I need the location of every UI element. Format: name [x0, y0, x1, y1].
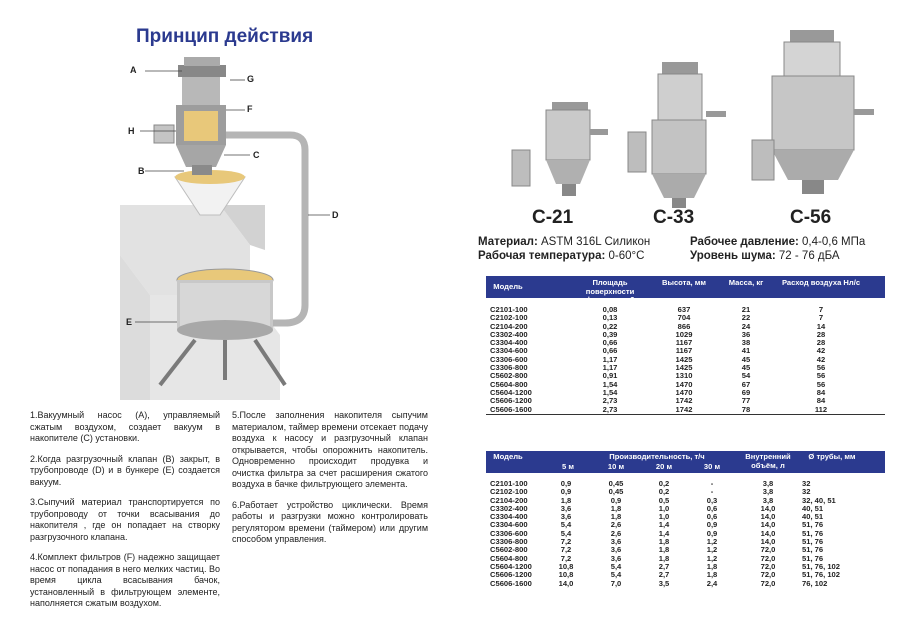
table-cell: 38	[741, 338, 751, 348]
table-cell: 45	[741, 354, 751, 364]
table-cell: 10,8	[558, 561, 574, 571]
table-cell: 0,3	[706, 495, 718, 505]
specs-table	[486, 276, 885, 415]
table-cell: 7	[818, 313, 824, 323]
table-cell: 2,73	[602, 404, 618, 414]
table-cell: 14	[816, 321, 826, 331]
table-cell: 2,4	[706, 578, 718, 588]
step-6: 6.Работает устройство циклически. Время работы и разгрузки можно контролировать регулятором времени (таймером) или другим способом управления.	[232, 499, 428, 544]
table-cell: 0,08	[602, 305, 618, 314]
table-cell: C3304-400	[490, 338, 528, 348]
table-row	[486, 480, 885, 488]
table-cell: C5606-1600	[490, 578, 532, 588]
table-cell: 2,73	[602, 396, 618, 406]
spec-material: Материал: ASTM 316L Силикон	[478, 236, 651, 248]
table-cell: 3,6	[560, 503, 572, 513]
table-cell: -	[710, 479, 714, 488]
table-cell: 76, 102	[802, 578, 828, 588]
table-cell: 2,7	[658, 570, 670, 580]
table-cell: 1,8	[658, 545, 670, 555]
table-cell: C2101-100	[490, 305, 528, 314]
table-cell: C5604-1200	[490, 387, 532, 397]
table-cell: 84	[816, 396, 826, 406]
product-c21: C-21	[532, 207, 574, 228]
table-cell: C2104-200	[490, 495, 528, 505]
label-a: A	[130, 65, 137, 75]
table-row	[486, 580, 885, 588]
label-c: C	[253, 150, 260, 160]
table-cell: 1,17	[602, 354, 618, 364]
performance-table	[486, 451, 885, 588]
table-row	[486, 546, 885, 554]
table-cell: 1470	[675, 387, 693, 397]
step-3: 3.Сыпучий материал транспортируется по трубопроводу от точки всасывания до накопителя , где он попадает на створку разгрузочного клапана.	[30, 497, 220, 542]
table-cell: 40, 51	[802, 503, 824, 513]
table-cell: 1742	[675, 396, 693, 406]
performance-table-body	[486, 480, 885, 588]
table-cell: 704	[677, 313, 691, 323]
table-cell: 51, 76, 102	[802, 570, 841, 580]
table-cell: 2,6	[610, 528, 622, 538]
table-cell: 1,8	[610, 503, 622, 513]
table-row	[486, 497, 885, 505]
table-cell: 7,2	[560, 537, 572, 547]
table-cell: 1029	[675, 329, 693, 339]
table-cell: C2102-100	[490, 313, 528, 323]
table-cell: 24	[741, 321, 751, 331]
product-c33: C-33	[653, 207, 695, 228]
table-cell: 14,0	[760, 528, 776, 538]
table-cell: 0,66	[602, 346, 618, 356]
table-cell: 866	[677, 321, 691, 331]
table-cell: 1,4	[658, 528, 670, 538]
table-cell: 56	[816, 363, 826, 373]
conveyor-illustration	[120, 55, 380, 400]
label-f: F	[247, 104, 253, 114]
table-cell: C3306-600	[490, 528, 528, 538]
product-photos	[490, 22, 890, 234]
label-e: E	[126, 317, 133, 327]
table-cell: 72,0	[760, 545, 776, 555]
table-row	[486, 406, 885, 414]
table-cell: 1,4	[658, 520, 670, 530]
table-cell: 7,0	[610, 578, 622, 588]
table-cell: 3,6	[560, 512, 572, 522]
table-cell: 0,13	[602, 313, 618, 323]
product-images	[490, 22, 890, 234]
table-cell: 0,9	[706, 528, 718, 538]
spec-temperature: Рабочая температура: 0-60°С	[478, 250, 645, 262]
table-cell: 0,6	[706, 512, 718, 522]
table-cell: 0,2	[658, 487, 670, 497]
table-cell: 2,6	[610, 520, 622, 530]
table-cell: 14,0	[760, 512, 776, 522]
table-cell: C3306-800	[490, 363, 528, 373]
table-cell: 1,0	[658, 503, 670, 513]
table-cell: 3,8	[762, 495, 774, 505]
label-g: G	[247, 74, 255, 84]
table-row	[486, 538, 885, 546]
table-cell: 3,6	[610, 545, 622, 555]
table-cell: 1,8	[706, 561, 718, 571]
spec-noise: Уровень шума: 72 - 76 дБА	[690, 250, 840, 262]
table-cell: 78	[741, 404, 751, 414]
table-cell: 1,8	[610, 512, 622, 522]
table-cell: 0,45	[608, 479, 624, 488]
table-cell: 0,91	[602, 371, 618, 381]
table-cell: 1425	[675, 354, 693, 364]
table-cell: C5604-1200	[490, 561, 532, 571]
table-cell: C3302-400	[490, 503, 528, 513]
table-cell: 1167	[675, 338, 693, 348]
table-cell: 1,17	[602, 363, 618, 373]
table-cell: 7,2	[560, 545, 572, 555]
table-cell: 1742	[675, 404, 693, 414]
table-cell: 0,39	[602, 329, 618, 339]
table-cell: 14,0	[760, 503, 776, 513]
table-cell: 3,5	[658, 578, 670, 588]
table-cell: 0,22	[602, 321, 618, 331]
table-cell: 67	[741, 379, 751, 389]
table-cell: 51, 76	[802, 537, 824, 547]
table-cell: C5606-1200	[490, 570, 532, 580]
table-cell: 21	[741, 305, 751, 314]
spec-pressure: Рабочее давление: 0,4-0,6 МПа	[690, 236, 866, 248]
table-cell: 1310	[675, 371, 693, 381]
table-cell: 1,2	[706, 553, 718, 563]
table-cell: 3,6	[610, 537, 622, 547]
table-cell: C3304-600	[490, 346, 528, 356]
steps-right	[232, 410, 428, 555]
table-cell: C3306-800	[490, 537, 528, 547]
table-cell: 1,8	[560, 495, 572, 505]
step-4: 4.Комплект фильтров (F) надежно защищает насос от попадания в него мелких частиц. Во время цикла всасывания бачок, установленный в фильтрующем элементе, наполняется сжатым воздухом.	[30, 552, 220, 608]
table-cell: 51, 76	[802, 553, 824, 563]
table-cell: 1,54	[602, 387, 618, 397]
table-cell: 36	[741, 329, 751, 339]
table-cell: 1,2	[706, 545, 718, 555]
table-cell: 54	[741, 371, 751, 381]
table-cell: 1,54	[602, 379, 618, 389]
table-cell: 72,0	[760, 553, 776, 563]
table-cell: 14,0	[558, 578, 574, 588]
table-cell: 0,6	[706, 503, 718, 513]
table-cell: 72,0	[760, 578, 776, 588]
table-cell: 32	[802, 487, 811, 497]
table-row	[486, 521, 885, 529]
step-5: 5.После заполнения накопителя сыпучим материалом, таймер времени отсекает подачу воздуха к насосу и разгрузочный клапан открывается, чтобы опорожнить накопитель. Одновременно происходит продувка и очистка фильтра за счет расширения сжатого воздуха в бачке фильтрующего элемента.	[232, 410, 428, 489]
table-cell: 0,9	[706, 520, 718, 530]
table-cell: 0,66	[602, 338, 618, 348]
table-cell: 5,4	[610, 561, 622, 571]
table-cell: 1,8	[658, 553, 670, 563]
label-h: H	[128, 126, 135, 136]
table-cell: 42	[816, 346, 826, 356]
table-cell: 2,7	[658, 561, 670, 571]
table-cell: C5602-800	[490, 371, 528, 381]
table-cell: 0,2	[658, 479, 670, 488]
table-cell: 3,8	[762, 487, 774, 497]
table-cell: 77	[741, 396, 751, 406]
table-cell: 56	[816, 379, 826, 389]
table-cell: 28	[816, 329, 826, 339]
table-cell: C2101-100	[490, 479, 528, 488]
steps-left	[30, 410, 220, 619]
table-cell: C5604-800	[490, 553, 528, 563]
table-cell: 0,9	[560, 479, 572, 488]
table-cell: 1,2	[706, 537, 718, 547]
table-cell: 1470	[675, 379, 693, 389]
table-cell: 3,8	[762, 479, 774, 488]
table-cell: C3302-400	[490, 329, 528, 339]
table-cell: C3304-400	[490, 512, 528, 522]
table-cell: 51, 76	[802, 528, 824, 538]
table-cell: 0,9	[610, 495, 622, 505]
table-cell: 5,4	[560, 520, 572, 530]
table-cell: 1,8	[706, 570, 718, 580]
label-d: D	[332, 210, 339, 220]
table-cell: C5606-1600	[490, 404, 532, 414]
table-row	[486, 530, 885, 538]
specs-table-header: Модель Площадь поверхности фильтра, м 2 Высота, мм Масса, кг Расход воздуха Нл/с	[486, 276, 885, 298]
performance-table-header: Модель Производительность, т/ч Внутренний объём, л Ø трубы, мм 5 м 10 м 20 м 30 м	[486, 451, 885, 473]
table-cell: C2104-200	[490, 321, 528, 331]
table-cell: 5,4	[560, 528, 572, 538]
label-b: B	[138, 166, 145, 176]
table-row	[486, 513, 885, 521]
table-cell: 84	[816, 387, 826, 397]
table-cell: 51, 76, 102	[802, 561, 841, 571]
step-2: 2.Когда разгрузочный клапан (В) закрыт, в трубопроводе (D) и в бункере (Е) создается вакуум.	[30, 453, 220, 487]
product-c56: C-56	[790, 207, 832, 228]
step-1: 1.Вакуумный насос (А), управляемый сжатым воздухом, создает вакуум в накопителе (С) установки.	[30, 410, 220, 443]
table-cell: C5606-1200	[490, 396, 532, 406]
table-cell: 72,0	[760, 561, 776, 571]
table-cell: 0,9	[560, 487, 572, 497]
table-cell: C5604-800	[490, 379, 528, 389]
table-cell: 56	[816, 371, 826, 381]
table-cell: 10,8	[558, 570, 574, 580]
table-cell: 72,0	[760, 570, 776, 580]
page-title: Принцип действия	[136, 26, 314, 47]
table-cell: 32, 40, 51	[802, 495, 836, 505]
table-cell: 45	[741, 363, 751, 373]
table-cell: 69	[741, 387, 751, 397]
table-cell: 32	[802, 479, 811, 488]
table-cell: -	[710, 487, 714, 497]
table-cell: 7	[818, 305, 824, 314]
table-cell: C3306-600	[490, 354, 528, 364]
table-cell: 22	[741, 313, 751, 323]
table-cell: 112	[814, 404, 828, 414]
table-cell: 3,6	[610, 553, 622, 563]
table-cell: 1167	[675, 346, 693, 356]
table-cell: 7,2	[560, 553, 572, 563]
table-cell: C5602-800	[490, 545, 528, 555]
table-cell: 1425	[675, 363, 693, 373]
table-cell: 5,4	[610, 570, 622, 580]
table-row	[486, 505, 885, 513]
table-cell: 14,0	[760, 520, 776, 530]
table-cell: 28	[816, 338, 826, 348]
table-cell: 14,0	[760, 537, 776, 547]
table-cell: 1,8	[658, 537, 670, 547]
table-cell: 1,0	[658, 512, 670, 522]
table-cell: 51, 76	[802, 545, 824, 555]
table-cell: 42	[816, 354, 826, 364]
table-cell: 637	[677, 305, 691, 314]
table-cell: C3304-600	[490, 520, 528, 530]
table-cell: 41	[741, 346, 751, 356]
table-cell: 40, 51	[802, 512, 824, 522]
table-cell: 0,45	[608, 487, 624, 497]
table-cell: 51, 76	[802, 520, 824, 530]
specs-table-body	[486, 306, 885, 414]
table-cell: 0,5	[658, 495, 670, 505]
table-cell: C2102-100	[490, 487, 528, 497]
